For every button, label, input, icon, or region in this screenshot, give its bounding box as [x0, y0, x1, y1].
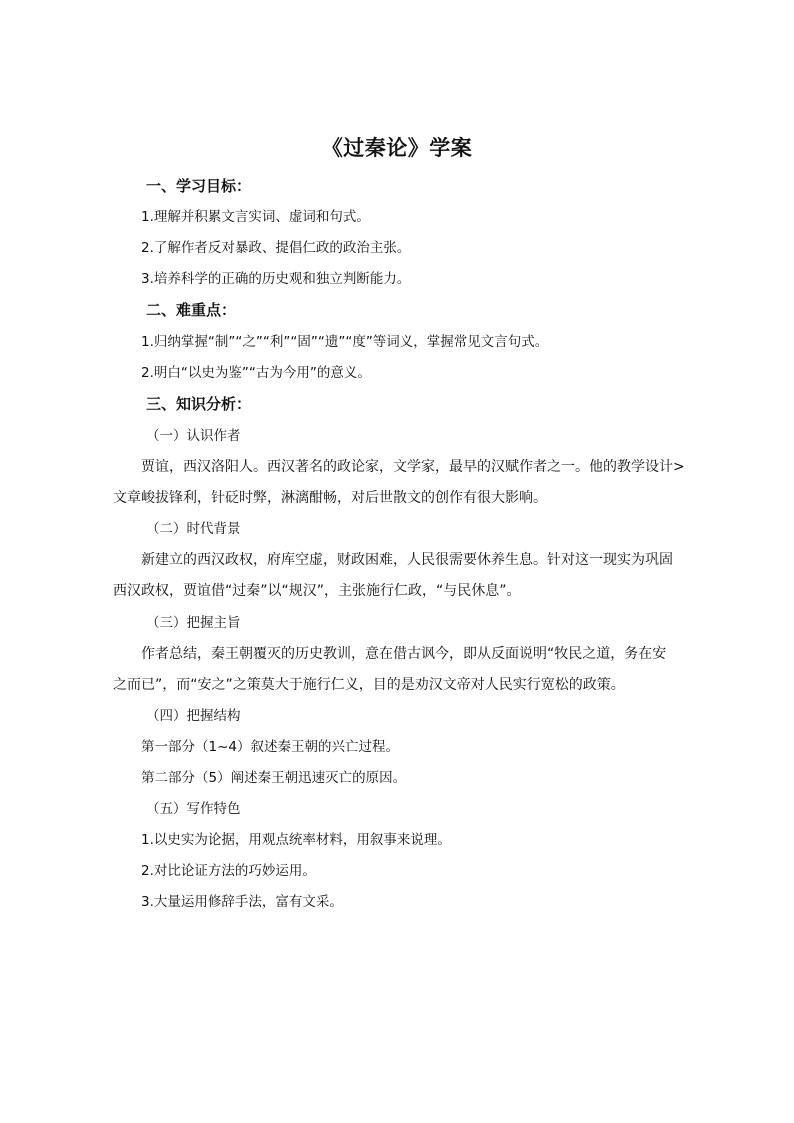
subheading-author: （一）认识作者: [146, 428, 241, 444]
author-paragraph-line-1: 贾谊，西汉洛阳人。西汉著名的政论家，文学家，最早的汉赋作者之一。他的教学设计>: [141, 459, 685, 475]
feature-item-3: 3.大量运用修辞手法，富有文采。: [141, 894, 343, 910]
author-paragraph-line-2: 文章峻拔锋利，针砭时弊，淋漓酣畅，对后世散文的创作有很大影响。: [113, 490, 547, 506]
document-title: 《过秦论》学案: [321, 136, 473, 160]
subheading-features: （五）写作特色: [146, 801, 241, 817]
subheading-structure: （四）把握结构: [146, 708, 241, 724]
theme-paragraph-line-2: 之而已”，而“安之”之策莫大于施行仁义，目的是劝汉文帝对人民实行宽松的政策。: [113, 677, 625, 693]
structure-part-2: 第二部分（5）阐述秦王朝迅速灭亡的原因。: [141, 770, 407, 786]
subheading-background: （二）时代背景: [146, 521, 241, 537]
background-paragraph-line-1: 新建立的西汉政权，府库空虚，财政困难，人民很需要休养生息。针对这一现实为巩固: [141, 552, 673, 568]
feature-item-1: 1.以史实为论据，用观点统率材料，用叙事来说理。: [141, 832, 451, 848]
feature-item-2: 2.对比论证方法的巧妙运用。: [141, 863, 316, 879]
theme-paragraph-line-1: 作者总结，秦王朝覆灭的历史教训，意在借古讽今，即从反面说明“牧民之道，务在安: [141, 646, 667, 662]
goal-item-1: 1.理解并积累文言实词、虚词和句式。: [141, 209, 370, 225]
goal-item-2: 2.了解作者反对暴政、提倡仁政的政治主张。: [141, 240, 411, 256]
section-heading-goals: 一、学习目标：: [146, 177, 252, 195]
structure-part-1: 第一部分（1~4）叙述秦王朝的兴亡过程。: [141, 739, 399, 755]
section-heading-analysis: 三、知识分析：: [146, 395, 252, 413]
section-heading-key-points: 二、难重点：: [146, 301, 237, 319]
key-point-item-2: 2.明白“以史为鉴”“古为今用”的意义。: [141, 365, 371, 381]
background-paragraph-line-2: 西汉政权，贾谊借“过秦”以“规汉”，主张施行仁政，“与民休息”。: [113, 583, 521, 599]
goal-item-3: 3.培养科学的正确的历史观和独立判断能力。: [141, 271, 411, 287]
subheading-theme: （三）把握主旨: [146, 615, 241, 631]
key-point-item-1: 1.归纳掌握“制”“之”“利”“固”“遗”“度”等词义，掌握常见文言句式。: [141, 334, 549, 350]
